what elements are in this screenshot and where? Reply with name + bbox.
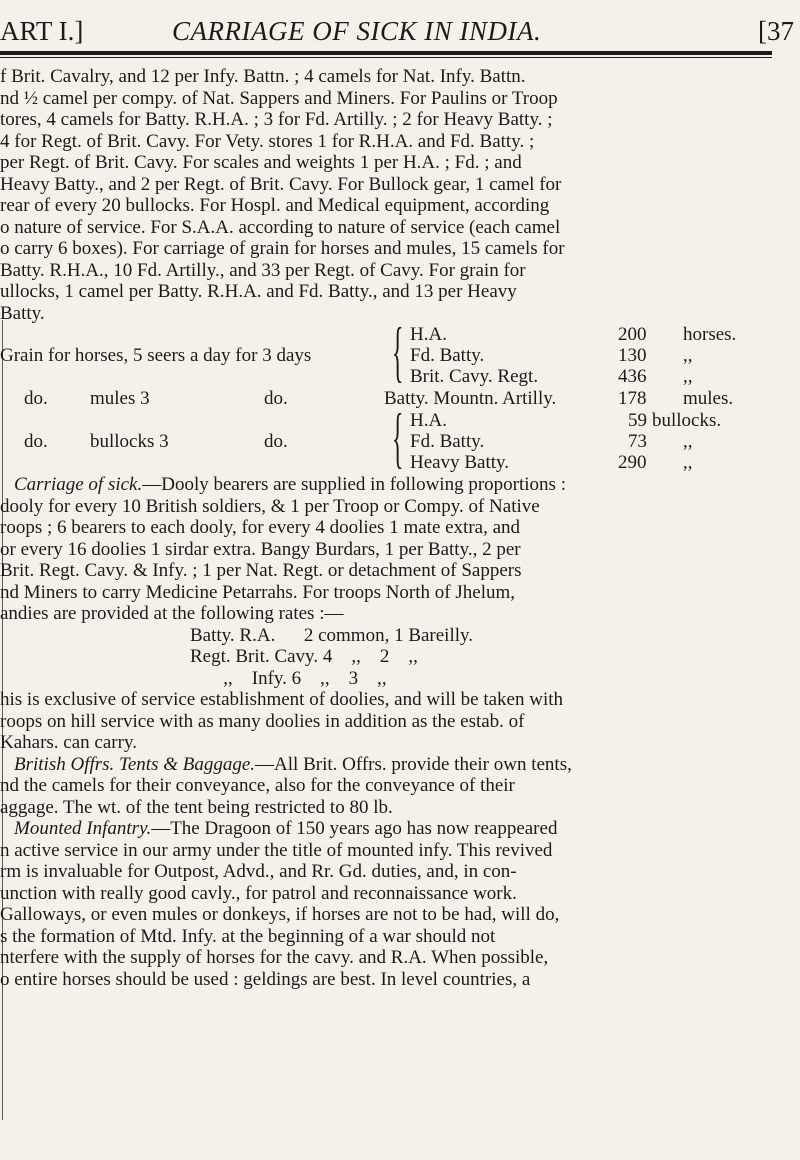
grain-count: 73 (628, 431, 647, 452)
grain-count: 59 (628, 410, 647, 431)
text-line: Brit. Regt. Cavy. & Infy. ; 1 per Nat. Regt. or detachment of Sappers (0, 560, 522, 581)
text-line: o entire horses should be used : geldings are best. In level countries, a (0, 968, 531, 990)
page-number: [37 (758, 16, 794, 46)
text-line: tores, 4 camels for Batty. R.H.A. ; 3 for Fd. Artilly. ; 2 for Heavy Batty. ; (0, 109, 553, 130)
text-line (0, 754, 790, 776)
brace-icon: { (392, 399, 404, 475)
grain-bullocks-table (0, 399, 790, 475)
grain-count: 178 (618, 388, 647, 409)
text-line: Batty. R.H.A., 10 Fd. Artilly., and 33 per Regt. of Cavy. For grain for (0, 259, 526, 281)
text-line: 4 for Regt. of Brit. Cavy. For Vety. stores 1 for R.H.A. and Fd. Batty. ; (0, 130, 535, 152)
grain-kind: ,, (683, 345, 693, 366)
rate-row: ,, Infy. 6 ,, 3 ,, (190, 667, 387, 689)
page-title: CARRIAGE OF SICK IN INDIA. (172, 16, 542, 46)
grain-kind: horses. (683, 324, 737, 345)
bullocks-label: do. (24, 431, 48, 452)
grain-horses-table (0, 313, 790, 410)
bullocks-label: do. (264, 431, 288, 452)
officers-tents-paragraph (0, 754, 790, 819)
text-line: roops ; 6 bearers to each dooly, for every 4 doolies 1 mate extra, and (0, 517, 521, 538)
text-line: Kahars. can carry. (0, 732, 137, 753)
text-line: per Regt. of Brit. Cavy. For scales and weights 1 per H.A. ; Fd. ; and (0, 152, 522, 173)
text-line: s the formation of Mtd. Infy. at the beginning of a war should not (0, 925, 496, 947)
text-span: —All Brit. Offrs. provide their own tents, (255, 753, 572, 775)
grain-unit: Heavy Batty. (410, 452, 510, 473)
text-line: nd ½ camel per compy. of Nat. Sappers and Miners. For Paulins or Troop (0, 87, 558, 109)
text-line: f Brit. Cavalry, and 12 per Infy. Battn. ; 4 camels for Nat. Infy. Battn. (0, 66, 526, 87)
horses-label: Grain for horses, 5 seers a day for 3 days (0, 345, 312, 366)
grain-unit: Fd. Batty. (410, 431, 485, 452)
text-line (0, 818, 790, 840)
text-line (0, 474, 790, 496)
brace-icon: { (392, 313, 404, 389)
text-line: Heavy Batty., and 2 per Regt. of Brit. Cavy. For Bullock gear, 1 camel for (0, 173, 562, 195)
grain-count: 290 (618, 452, 647, 473)
text-line: o nature of service. For S.A.A. according to nature of service (each camel (0, 216, 561, 238)
text-line: dooly for every 10 British soldiers, & 1 per Troop or Compy. of Native (0, 495, 540, 517)
grain-kind: ,, (683, 452, 693, 473)
section-heading: Carriage of sick. (14, 474, 143, 495)
grain-kind: ,, (683, 431, 693, 452)
mounted-infantry-paragraph (0, 818, 790, 990)
part-label: ART I.] (0, 16, 84, 46)
carriage-of-sick-paragraph (0, 474, 790, 625)
rate-row: Batty. R.A. 2 common, 1 Bareilly. (190, 624, 474, 646)
text-line: o carry 6 boxes). For carriage of grain for horses and mules, 15 camels for (0, 238, 565, 259)
text-span: —The Dragoon of 150 years ago has now reappeared (151, 818, 558, 839)
text-line: or every 16 doolies 1 sirdar extra. Bangy Burdars, 1 per Batty., 2 per (0, 538, 521, 560)
grain-unit: Batty. Mountn. Artilly. (384, 388, 557, 409)
text-line: nd the camels for their conveyance, also for the conveyance of their (0, 775, 515, 796)
section-heading: Mounted Infantry. (14, 818, 152, 839)
text-line: andies are provided at the following rates :— (0, 603, 344, 624)
grain-kind: mules. (683, 388, 734, 409)
grain-count: 200 (618, 324, 647, 345)
mules-label: do. (264, 388, 288, 409)
text-line: unction with really good cavly., for patrol and reconnaissance work. (0, 882, 517, 904)
text-line: n active service in our army under the title of mounted infy. This revived (0, 839, 553, 861)
text-line: aggage. The wt. of the tent being restricted to 80 lb. (0, 796, 393, 818)
camel-allotment-paragraph (0, 66, 790, 324)
text-line: nd Miners to carry Medicine Petarrahs. For troops North of Jhelum, (0, 581, 516, 603)
mules-label: mules 3 (90, 388, 150, 409)
header-rule (0, 51, 772, 55)
running-header (0, 10, 800, 50)
text-line: Batty. (0, 302, 45, 324)
grain-unit: Brit. Cavy. Regt. (410, 366, 539, 387)
header-rule-thin (0, 57, 772, 58)
grain-unit: H.A. (410, 410, 447, 431)
exclusive-note-paragraph (0, 689, 790, 754)
dandies-rates (0, 625, 790, 690)
bullocks-label: bullocks 3 (90, 431, 169, 452)
text-line: his is exclusive of service establishment of doolies, and will be taken with (0, 689, 564, 710)
page-body (0, 66, 790, 990)
grain-unit: H.A. (410, 324, 447, 345)
text-line: nterfere with the supply of horses for the cavy. and R.A. When possible, (0, 947, 549, 968)
grain-unit: Fd. Batty. (410, 345, 485, 366)
text-line: Galloways, or even mules or donkeys, if horses are not to be had, will do, (0, 904, 560, 925)
grain-kind: bullocks. (652, 410, 722, 431)
grain-count: 130 (618, 345, 647, 366)
grain-kind: ,, (683, 366, 693, 387)
text-line: rear of every 20 bullocks. For Hospl. and Medical equipment, according (0, 195, 550, 216)
text-line: ullocks, 1 camel per Batty. R.H.A. and Fd. Batty., and 13 per Heavy (0, 281, 517, 302)
rate-row: Regt. Brit. Cavy. 4 ,, 2 ,, (190, 646, 418, 667)
text-line: rm is invaluable for Outpost, Advd., and Rr. Gd. duties, and, in con- (0, 861, 517, 882)
text-line: roops on hill service with as many doolies in addition as the estab. of (0, 710, 525, 732)
text-span: —Dooly bearers are supplied in following proportions : (142, 474, 566, 495)
section-heading: British Offrs. Tents & Baggage. (14, 753, 256, 775)
mules-label: do. (24, 388, 48, 409)
grain-count: 436 (618, 366, 647, 387)
